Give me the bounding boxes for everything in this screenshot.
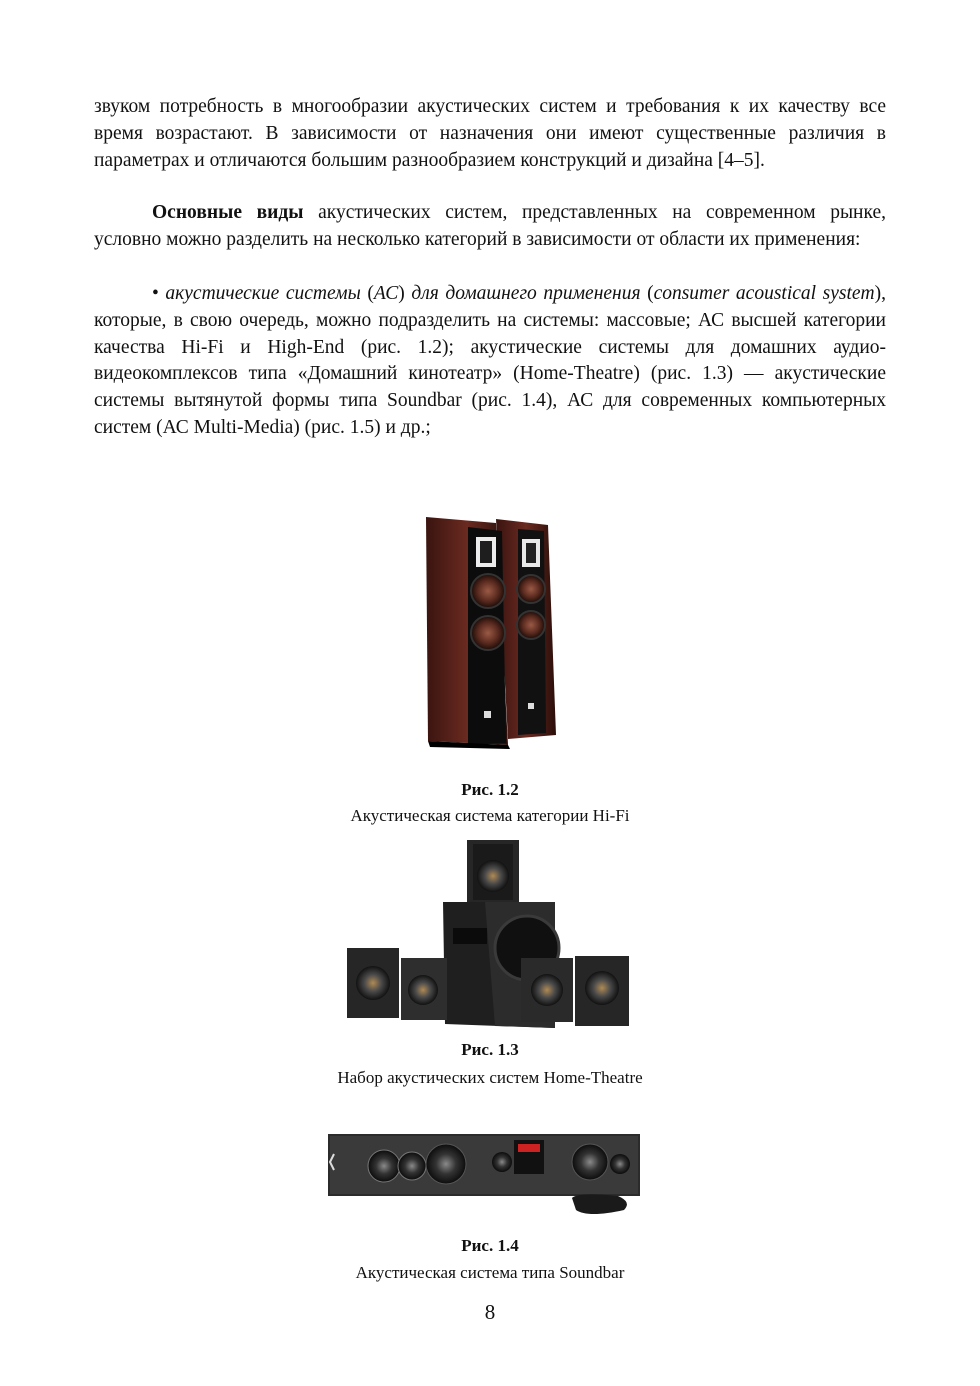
paragraph-main-types-rest: акустических систем, представленных на современном рынке, условно можно разделить на несколько категорий в зависимости от области их применения: (94, 202, 887, 250)
term-ac: АС (373, 283, 399, 304)
paragraph-main-types (94, 200, 886, 254)
paragraph-intro (94, 94, 886, 174)
term-acoustic-systems: акустические системы (165, 283, 361, 304)
home-theatre-image (345, 838, 635, 1030)
hifi-tower-speakers-image (418, 513, 558, 751)
term-consumer: consumer acoustical system (653, 283, 875, 304)
figure-1-2-caption: Акустическая система категории Hi-Fi (350, 806, 630, 825)
bullet-paragraph-text (94, 281, 886, 442)
paren-open: ( (360, 283, 374, 304)
paren-close: ) (398, 283, 412, 304)
paragraph-main-types-text (94, 200, 886, 254)
figure-1-4-number: Рис. 1.4 (461, 1236, 519, 1255)
remote-control (572, 1194, 627, 1214)
bullet-paragraph-rest: ), которые, в свою очередь, можно подразделить на системы: массовые; АС высшей категории качества Hi-Fi и High-End (рис. 1.2); акустические системы для домашних аудио-видеокомплексов типа «Домашний кинотеатр» (Home-Theatre) (рис. 1.3) — акустические системы вытянутой формы типа Soundbar (рис. 1.4), АС для современных компьютерных систем (АС Multi-Media) (рис. 1.5) и др.; (94, 283, 886, 438)
center-speaker (467, 840, 519, 902)
soundbar-body (328, 1134, 640, 1196)
figure-1-2-number: Рис. 1.2 (461, 780, 519, 799)
figure-1-3-number: Рис. 1.3 (461, 1040, 519, 1059)
term-home-use: для домашнего применения (411, 283, 641, 304)
paren-open-2: ( (640, 283, 654, 304)
speaker-left (426, 517, 510, 749)
bullet-marker: • (152, 283, 159, 304)
figure-1-4-caption: Акустическая система типа Soundbar (355, 1263, 625, 1282)
figure-1-3-caption: Набор акустических систем Home-Theatre (337, 1068, 643, 1087)
bold-lead: Основные виды (152, 202, 304, 223)
paragraph-intro-text: звуком потребность в многообразии акустических систем и требования к их качеству все время возрастают. В зависимости от назначения они имеют существенные различия в параметрах и отличаются большим разнообразием конструкций и дизайна [4–5]. (94, 96, 886, 171)
soundbar-image (328, 1132, 640, 1220)
bullet-paragraph (94, 281, 886, 442)
page-number: 8 (484, 1300, 496, 1324)
